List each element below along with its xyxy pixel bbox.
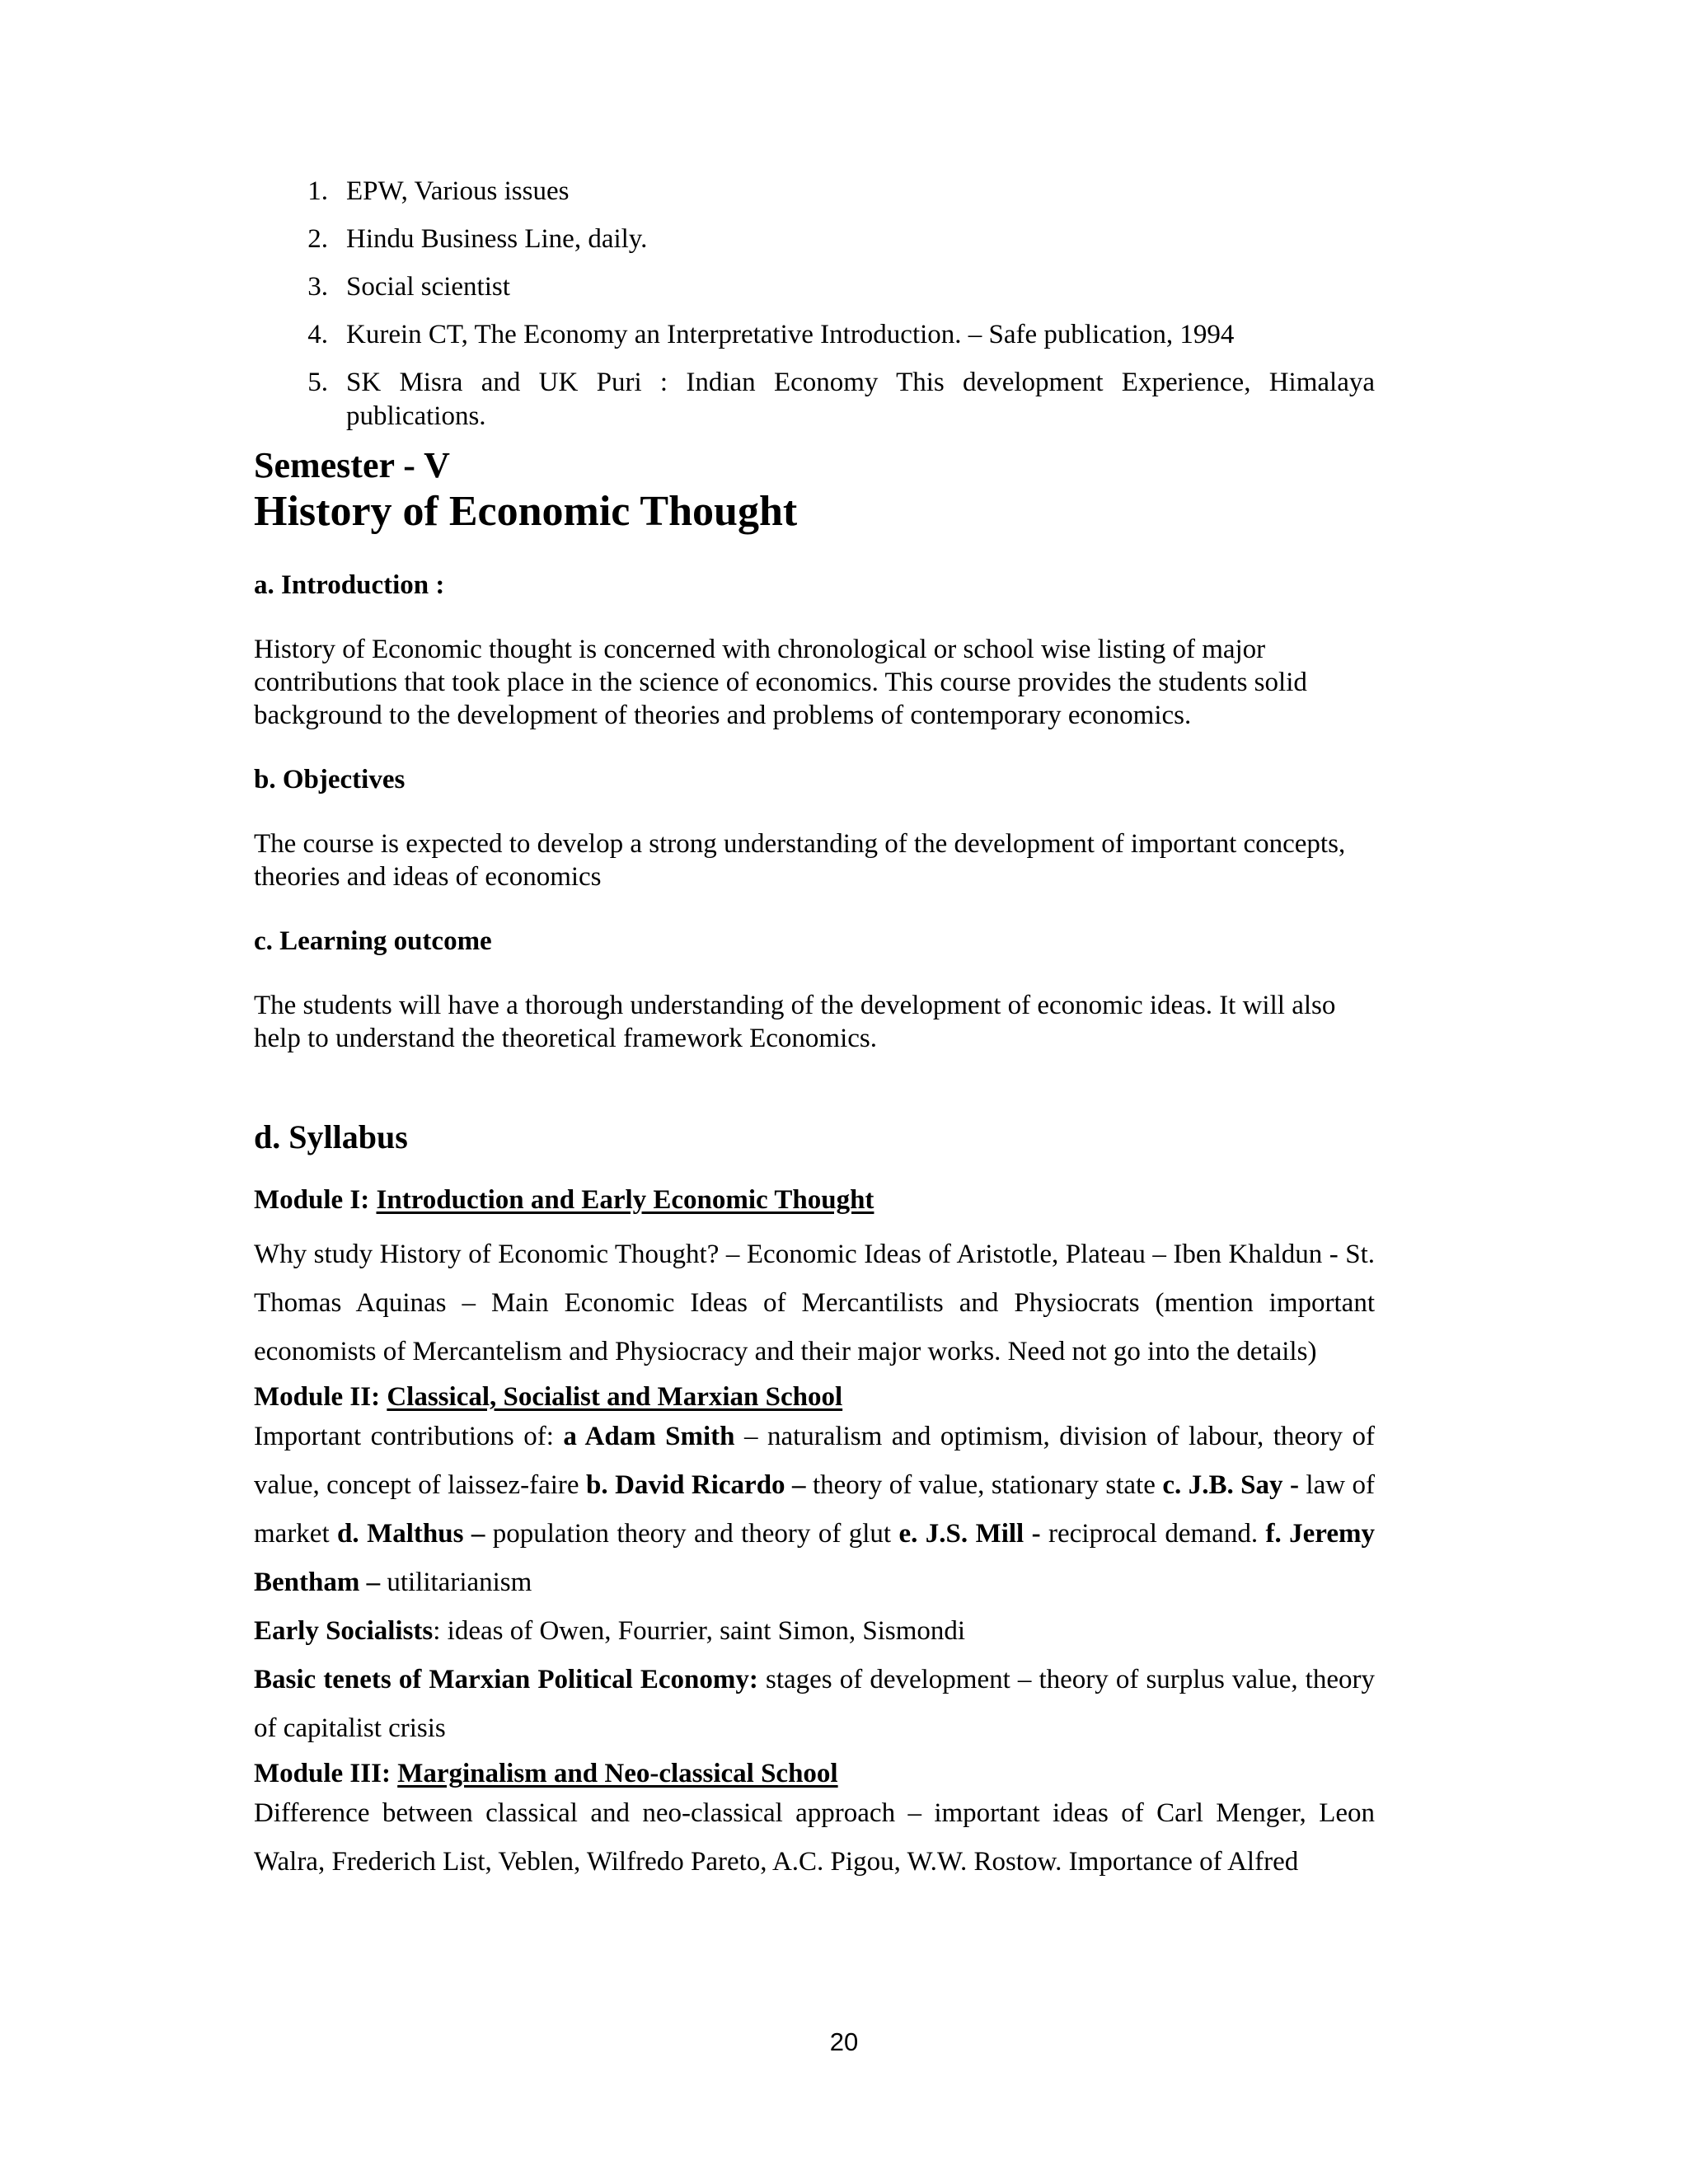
list-item <box>254 270 1375 304</box>
objectives-heading: b. Objectives <box>254 765 406 794</box>
adam-smith-label: a Adam Smith <box>563 1422 735 1451</box>
marxian-label: Basic tenets of Marxian Political Economy: <box>254 1665 758 1694</box>
page-number: 20 <box>829 2027 859 2056</box>
module-2-label: Module II: <box>254 1382 387 1412</box>
say-label: c. J.B. Say - <box>1162 1470 1299 1500</box>
objectives-text: The course is expected to develop a strong understanding of the development of important concepts, theories and ideas of economics <box>254 829 1346 892</box>
early-socialists <box>254 1607 1375 1656</box>
list-text: Hindu Business Line, daily. <box>346 224 648 254</box>
list-text: EPW, Various issues <box>346 176 570 206</box>
module-2-title: Classical, Socialist and Marxian School <box>387 1382 843 1412</box>
mill-label: e. J.S. Mill - <box>898 1519 1041 1549</box>
syllabus-heading: d. Syllabus <box>254 1118 408 1155</box>
module-1-title: Introduction and Early Economic Thought <box>376 1185 874 1215</box>
list-number: 3. <box>307 272 328 302</box>
module-3-text: Difference between classical and neo-classical approach – important ideas of Carl Menger, Leon Walra, Frederich List, Veblen, Wilfredo Pareto, A.C. Pigou, W.W. Rostow. Importance of Alfred <box>254 1798 1375 1877</box>
say-text: law of market <box>254 1470 1375 1549</box>
page-title: History of Economic Thought <box>254 488 798 535</box>
module-1-heading <box>254 1183 1375 1216</box>
introduction-heading: a. Introduction : <box>254 570 445 600</box>
list-number: 1. <box>307 176 328 206</box>
bentham-text: utilitarianism <box>380 1568 532 1597</box>
list-text: Kurein CT, The Economy an Interpretative Introduction. – Safe publication, 1994 <box>346 320 1235 349</box>
reference-list <box>254 175 1375 434</box>
marxian-economy <box>254 1656 1375 1753</box>
semester-heading: Semester - V <box>254 445 450 485</box>
list-item <box>254 223 1375 256</box>
learning-outcome-heading: c. Learning outcome <box>254 926 492 956</box>
malthus-label: d. Malthus – <box>337 1519 485 1549</box>
list-text: SK Misra and UK Puri : Indian Economy This development Experience, Himalaya publications. <box>346 368 1375 431</box>
page-content <box>254 175 1375 1886</box>
malthus-text: population theory and theory of glut <box>485 1519 899 1549</box>
ricardo-text: theory of value, stationary state <box>805 1470 1163 1500</box>
list-number: 4. <box>307 320 328 349</box>
module-2-contributions <box>254 1413 1375 1607</box>
module-3-title: Marginalism and Neo-classical School <box>397 1759 838 1788</box>
early-socialists-label: Early Socialists <box>254 1616 434 1646</box>
early-socialists-text: : ideas of Owen, Fourrier, saint Simon, Sismondi <box>433 1616 966 1646</box>
list-number: 5. <box>307 368 328 397</box>
learning-outcome-text: The students will have a thorough understanding of the development of economic ideas. It will also help to understand the theoretical framework Economics. <box>254 991 1336 1053</box>
module-3-heading <box>254 1757 1375 1790</box>
module-1-text: Why study History of Economic Thought? – Economic Ideas of Aristotle, Plateau – Iben Khaldun - St. Thomas Aquinas – Main Economic Ideas of Mercantilists and Physiocrats (mention important economists of Mercantelism and Physiocracy and their major works. Need not go into the details) <box>254 1240 1375 1366</box>
introduction-text: History of Economic thought is concerned with chronological or school wise listing of major contributions that took place in the science of economics. This course provides the students solid background to the development of theories and problems of contemporary economics. <box>254 635 1307 730</box>
list-number: 2. <box>307 224 328 254</box>
module-2-heading <box>254 1380 1375 1413</box>
list-item <box>254 318 1375 352</box>
list-item <box>254 366 1375 434</box>
marxian-text: stages of development – theory of surplus value, theory of capitalist crisis <box>254 1665 1375 1743</box>
list-item <box>254 175 1375 209</box>
contributions-intro: Important contributions of: <box>254 1422 564 1451</box>
bentham-label: f. Jeremy Bentham – <box>254 1519 1375 1597</box>
list-text: Social scientist <box>346 272 510 302</box>
mill-text: reciprocal demand. <box>1040 1519 1266 1549</box>
adam-smith-text: – naturalism and optimism, division of labour, theory of value, concept of laissez-faire <box>254 1422 1375 1500</box>
module-3-label: Module III: <box>254 1759 398 1788</box>
module-1-label: Module I: <box>254 1185 377 1215</box>
ricardo-label: b. David Ricardo – <box>586 1470 806 1500</box>
